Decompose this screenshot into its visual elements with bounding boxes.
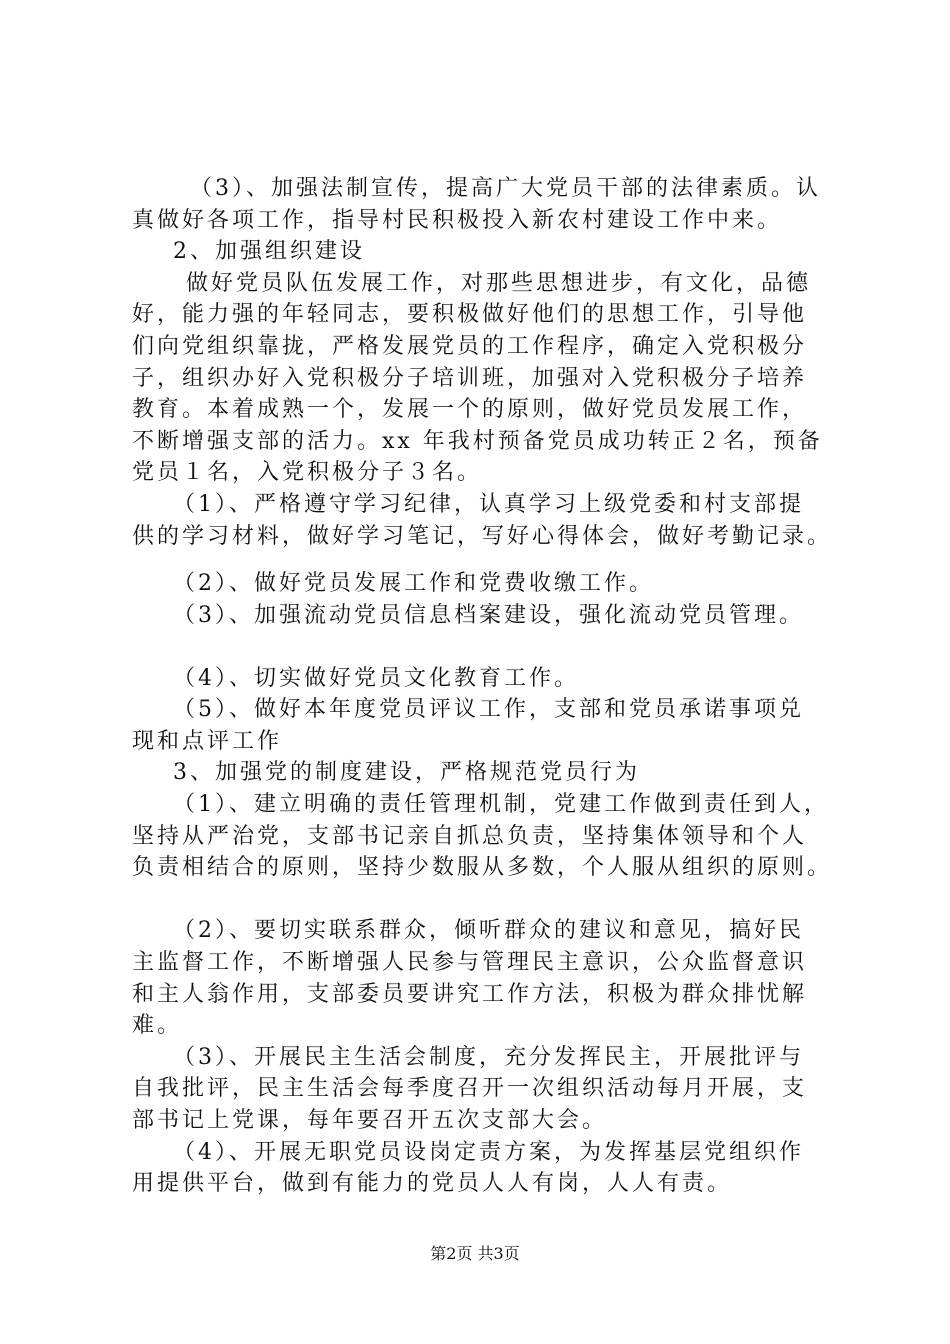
page-number-footer: 第2页 共3页 <box>430 1244 520 1263</box>
text-line: 坚持从严治党，支部书记亲自抓总负责，坚持集体领导和个人 <box>132 824 808 849</box>
text-line: 供的学习材料，做好学习笔记，写好心得体会，做好考勤记录。 <box>132 524 833 549</box>
text-line: （1）、建立明确的责任管理机制，党建工作做到责任到人， <box>173 792 829 817</box>
text-line: 现和点评工作 <box>132 729 283 754</box>
text-line: 主监督工作，不断增强人民参与管理民主意识，公众监督意识 <box>132 950 808 975</box>
section-heading: 3、加强党的制度建设，严格规范党员行为 <box>173 760 640 785</box>
text-line: 部书记上党课，每年要召开五次支部大会。 <box>132 1108 608 1133</box>
text-line: 和主人翁作用，支部委员要讲究工作方法，积极为群众排忧解 <box>132 982 808 1007</box>
text-line: （5）、做好本年度党员评议工作，支部和党员承诺事项兑 <box>173 697 804 722</box>
text-line: 党员１名，入党积极分子３名。 <box>132 460 483 485</box>
text-line: 自我批评，民主生活会每季度召开一次组织活动每月开展，支 <box>132 1076 808 1101</box>
text-line: （1）、严格遵守学习纪律，认真学习上级党委和村支部提 <box>173 492 804 517</box>
text-line: 教育。本着成熟一个，发展一个的原则，做好党员发展工作， <box>132 397 808 422</box>
text-line: （4）、开展无职党员设岗定责方案，为发挥基层党组织作 <box>173 1140 804 1165</box>
text-line: （3）、加强流动党员信息档案建设，强化流动党员管理。 <box>173 603 804 628</box>
text-line: （3）、开展民主生活会制度，充分发挥民主，开展批评与 <box>173 1045 804 1070</box>
text-line: 做好党员队伍发展工作，对那些思想进步，有文化，品德 <box>186 271 812 296</box>
text-line: （4）、切实做好党员文化教育工作。 <box>173 666 579 691</box>
text-line: （3）、加强法制宣传，提高广大党员干部的法律素质。认 <box>190 176 821 201</box>
text-line: 负责相结合的原则，坚持少数服从多数，个人服从组织的原则。 <box>132 855 833 880</box>
text-line: （2）、要切实联系群众，倾听群众的建议和意见，搞好民 <box>173 918 804 943</box>
text-line: 好，能力强的年轻同志，要积极做好他们的思想工作，引导他 <box>132 302 808 327</box>
text-line: 们向党组织靠拢，严格发展党员的工作程序，确定入党积极分 <box>132 334 808 359</box>
text-line: 不断增强支部的活力。xx 年我村预备党员成功转正２名，预备 <box>132 429 823 454</box>
text-line: 难。 <box>132 1013 183 1038</box>
section-heading: 2、加强组织建设 <box>173 239 365 264</box>
text-line: 用提供平台，做到有能力的党员人人有岗，人人有责。 <box>132 1171 733 1196</box>
text-line: （2）、做好党员发展工作和党费收缴工作。 <box>173 571 654 596</box>
text-line: 子，组织办好入党积极分子培训班，加强对入党积极分子培养 <box>132 366 808 391</box>
text-line: 真做好各项工作，指导村民积极投入新农村建设工作中来。 <box>132 208 783 233</box>
